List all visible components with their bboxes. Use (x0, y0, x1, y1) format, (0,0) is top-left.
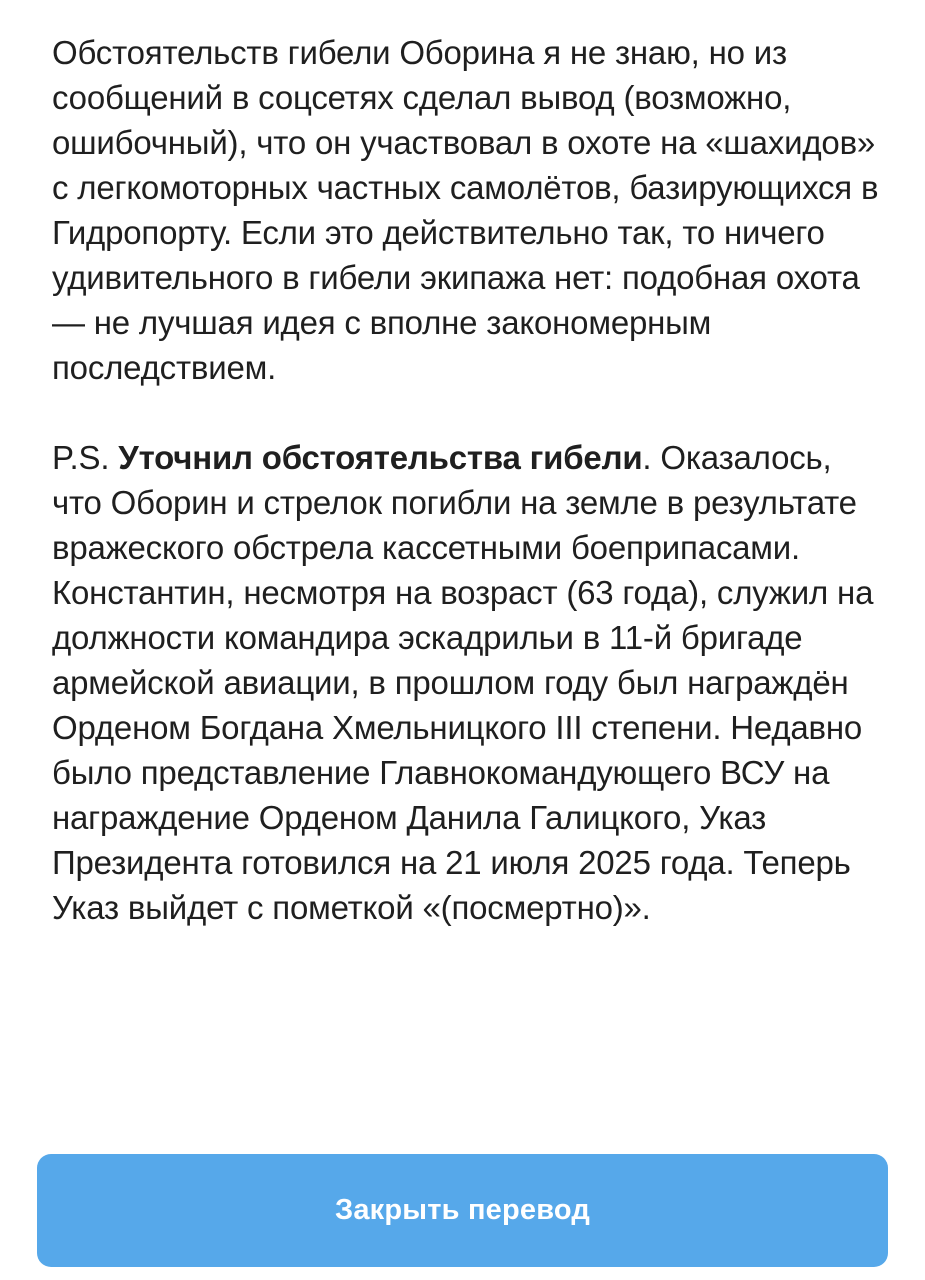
ps-bold-heading: Уточнил обстоятельства гибели (118, 439, 643, 476)
message-paragraph: Обстоятельств гибели Оборина я не знаю, но из сообщений в соцсетях сделал вывод (возможно, ошибочный), что он участвовал в охоте на «шахидов» с легкомоторных частных самолётов, базирующихся в Гидропорту. Если это действительно так, то ничего удивительного в гибели экипажа нет: подобная охота — не лучшая идея с вполне закономерным последствием. (52, 34, 879, 386)
translated-message (52, 30, 882, 930)
close-translation-button[interactable] (37, 1154, 888, 1267)
message-postscript (52, 435, 882, 930)
ps-body: Оказалось, что Оборин и стрелок погибли на земле в результате вражеского обстрела кассетными боеприпасами. Константин, несмотря на возраст (63 года), служил на должности командира эскадрильи в 11-й бригаде армейской авиации, в прошлом году был награждён Орденом Богдана Хмельницкого III степени. Недавно было представление Главнокомандующего ВСУ на награждение Орденом Данила Галицкого, Указ Президента готовился на 21 июля 2025 года. Теперь Указ выйдет с пометкой «(посмертно)». (52, 439, 874, 926)
ps-prefix: P.S. (52, 439, 119, 476)
ps-dot: . (642, 439, 652, 476)
close-translation-label: Закрыть перевод (334, 1194, 591, 1226)
